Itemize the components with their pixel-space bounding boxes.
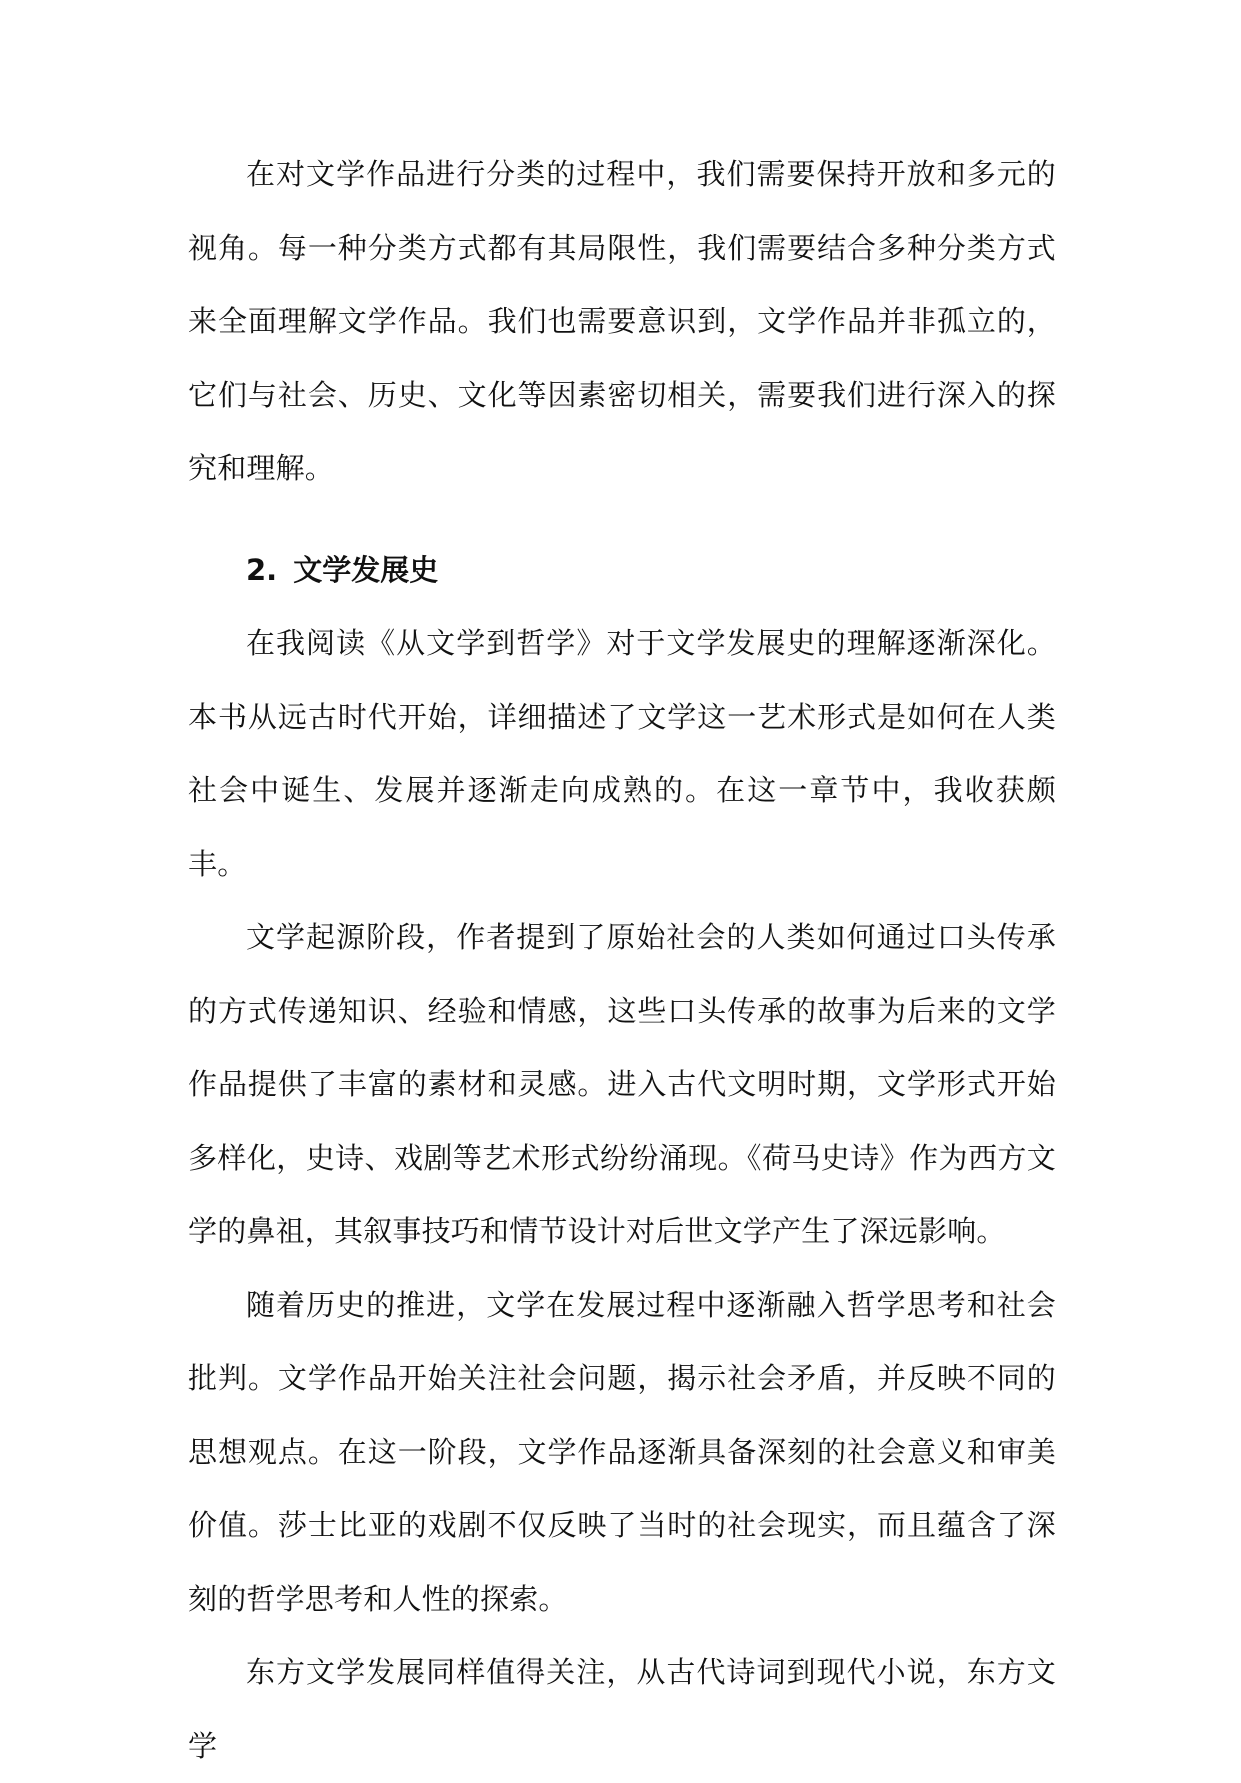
page-content bbox=[188, 138, 1056, 1783]
body-paragraph: 文学起源阶段，作者提到了原始社会的人类如何通过口头传承的方式传递知识、经验和情感，这些口头传承的故事为后来的文学作品提供了丰富的素材和灵感。进入古代文明时期，文学形式开始多样化，史诗、戏剧等艺术形式纷纷涌现。《荷马史诗》作为西方文学的鼻祖，其叙事技巧和情节设计对后世文学产生了深远影响。 bbox=[188, 920, 1056, 1248]
section-heading bbox=[188, 534, 1056, 608]
intro-paragraph: 在对文学作品进行分类的过程中，我们需要保持开放和多元的视角。每一种分类方式都有其局限性，我们需要结合多种分类方式来全面理解文学作品。我们也需要意识到，文学作品并非孤立的，它们与社会、历史、文化等因素密切相关，需要我们进行深入的探究和理解。 bbox=[188, 157, 1056, 485]
body-paragraph: 东方文学发展同样值得关注，从古代诗词到现代小说，东方文学 bbox=[188, 1655, 1056, 1763]
section-spacer bbox=[188, 506, 1056, 534]
section-number: 2. bbox=[246, 552, 278, 587]
body-paragraph: 在我阅读《从文学到哲学》对于文学发展史的理解逐渐深化。本书从远古时代开始，详细描述了文学这一艺术形式是如何在人类社会中诞生、发展并逐渐走向成熟的。在这一章节中，我收获颇丰。 bbox=[188, 626, 1056, 881]
section-title: 文学发展史 bbox=[293, 552, 439, 587]
body-paragraph: 随着历史的推进，文学在发展过程中逐渐融入哲学思考和社会批判。文学作品开始关注社会问题，揭示社会矛盾，并反映不同的思想观点。在这一阶段，文学作品逐渐具备深刻的社会意义和审美价值。莎士比亚的戏剧不仅反映了当时的社会现实，而且蕴含了深刻的哲学思考和人性的探索。 bbox=[188, 1287, 1056, 1616]
